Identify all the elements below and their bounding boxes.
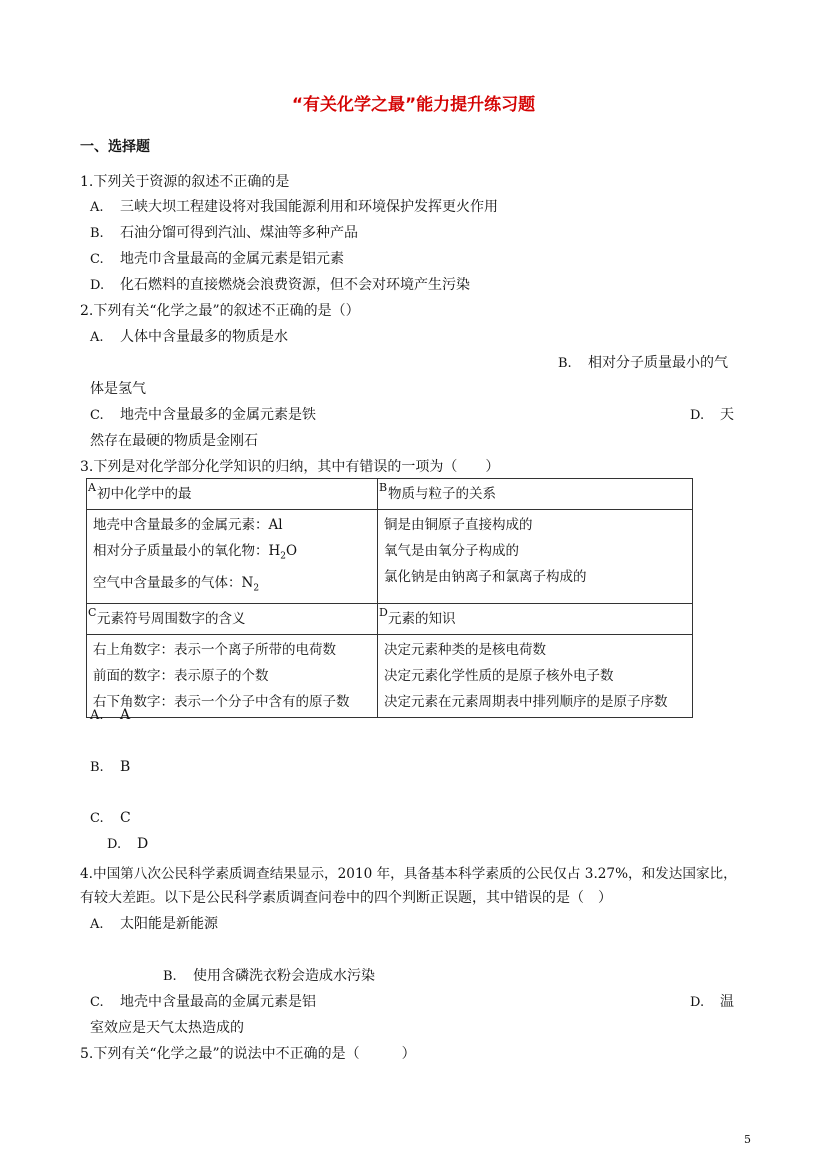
cell-tag: C	[88, 606, 97, 620]
q4-option-c[interactable]	[90, 991, 316, 1011]
q4-option-b[interactable]	[163, 965, 375, 985]
q2-option-d[interactable]	[690, 404, 734, 424]
page-number: 5	[744, 1133, 751, 1146]
cell-line: 决定元素种类的是核电荷数	[384, 642, 546, 659]
option-letter: B.	[558, 356, 572, 371]
q1-option-d[interactable]	[90, 274, 470, 294]
question-4-stem-line2: 有较大差距。以下是公民科学素质调查问卷中的四个判断正误题，其中错误的是（ ）	[80, 890, 612, 906]
table-cell-b-header	[378, 479, 693, 510]
table-cell-a-header	[87, 479, 378, 510]
knowledge-table	[86, 478, 693, 718]
cell-tag: D	[379, 606, 388, 620]
page-title: “有关化学之最”能力提升练习题	[291, 95, 536, 115]
option-text: 人体中含量最多的物质是水	[120, 329, 288, 345]
option-text: 太阳能是新能源	[120, 916, 218, 932]
option-text: D	[137, 836, 149, 852]
q4-option-d-continued: 室效应是天气太热造成的	[90, 1020, 244, 1036]
table-cell-c-header	[87, 604, 378, 635]
option-letter: B.	[90, 226, 104, 241]
option-letter: C.	[90, 252, 104, 267]
option-letter: C.	[90, 408, 104, 423]
cell-line: 铜是由铜原子直接构成的	[384, 517, 533, 533]
cell-line: 右上角数字：表示一个离子所带的电荷数	[93, 642, 336, 659]
option-text: 使用含磷洗衣粉会造成水污染	[193, 968, 375, 984]
q4-option-d[interactable]	[690, 991, 734, 1011]
q4-option-a[interactable]	[90, 913, 218, 933]
cell-tag: A	[88, 481, 96, 494]
cell-line: 决定元素化学性质的是原子核外电子数	[384, 668, 614, 685]
q3-option-a[interactable]	[90, 707, 130, 723]
cell-line: 相对分子质量最小的氧化物：$H_2O$	[93, 543, 298, 562]
cell-line: 决定元素在元素周期表中排列顺序的是原子序数	[384, 694, 668, 711]
cell-heading: 元素符号周围数字的含义	[97, 611, 246, 628]
option-letter: B.	[163, 969, 177, 984]
option-text: 地壳巾含量最高的金属元素是铝元素	[120, 251, 344, 267]
table-cell-d-body	[378, 635, 693, 718]
option-text: B	[120, 759, 131, 775]
q2-option-b-continued: 体是氢气	[90, 381, 146, 397]
q1-option-a[interactable]	[90, 196, 498, 216]
option-text: C	[120, 810, 131, 826]
cell-tag: B	[379, 481, 388, 494]
table-cell-b-body	[378, 510, 693, 604]
option-letter: A.	[90, 917, 104, 932]
table-cell-d-header	[378, 604, 693, 635]
q2-option-b[interactable]	[558, 352, 728, 372]
question-2-stem: 2.下列有关“化学之最”的叙述不正确的是（）	[80, 303, 360, 319]
option-letter: C.	[90, 811, 104, 826]
cell-line: 空气中含量最多的气体：$N_2$	[93, 574, 260, 594]
q1-option-b[interactable]	[90, 222, 358, 242]
cell-heading: 元素的知识	[388, 611, 456, 628]
option-text: 相对分子质量最小的气	[588, 355, 728, 371]
cell-line: 氧气是由氧分子构成的	[384, 543, 519, 559]
option-letter: D.	[690, 408, 705, 423]
q3-option-b[interactable]	[90, 759, 130, 775]
option-text: 化石燃料的直接燃烧会浪费资源，但不会对环境产生污染	[120, 277, 470, 293]
option-letter: D.	[90, 278, 105, 293]
question-3-stem: 3.下列是对化学部分化学知识的归纳，其中有错误的一项为（ ）	[80, 459, 500, 475]
option-letter: B.	[90, 760, 104, 775]
option-letter: D.	[690, 995, 705, 1010]
option-text: 三峡大坝工程建设将对我国能源利用和环境保护发挥更火作用	[120, 199, 498, 215]
option-text: 地壳中含量最高的金属元素是铝	[120, 994, 316, 1010]
option-letter: D.	[107, 837, 122, 852]
option-letter: A.	[90, 330, 104, 345]
question-5-stem: 5.下列有关“化学之最”的说法中不正确的是（ ）	[80, 1046, 416, 1062]
section-heading: 一、选择题	[80, 139, 150, 155]
option-letter: A.	[90, 200, 104, 215]
q3-option-c[interactable]	[90, 810, 131, 826]
cell-line: 前面的数字：表示原子的个数	[93, 668, 269, 685]
option-letter: C.	[90, 995, 104, 1010]
option-text: 温	[720, 994, 734, 1010]
table-cell-c-body	[87, 635, 378, 718]
cell-line: 地壳中含量最多的金属元素：Al	[93, 517, 283, 533]
q1-option-c[interactable]	[90, 248, 344, 268]
option-text: 石油分馏可得到汽汕、煤油等多种产品	[120, 225, 358, 241]
option-text: 天	[720, 407, 734, 423]
q2-option-c[interactable]	[90, 404, 316, 424]
cell-heading: 初中化学中的最	[97, 486, 192, 502]
table-cell-a-body	[87, 510, 378, 604]
option-text: 地壳中含量最多的金属元素是铁	[120, 407, 316, 423]
cell-line: 氯化钠是由钠离子和氯离子构成的	[384, 569, 587, 585]
q2-option-a[interactable]	[90, 326, 288, 346]
option-text: A	[120, 707, 131, 723]
question-4-stem-line1: 4.中国第八次公民科学素质调查结果显示，2010 年，具备基本科学素质的公民仅占 3.27%，和发达国家比，	[80, 866, 737, 882]
q2-option-d-continued: 然存在最硬的物质是金刚石	[90, 433, 258, 449]
q3-option-d[interactable]	[107, 836, 148, 852]
cell-heading: 物质与粒子的关系	[388, 486, 496, 502]
option-letter: A.	[90, 708, 104, 723]
cell-line: 右下角数字：表示一个分子中含有的原子数	[93, 694, 350, 711]
question-1-stem: 1.下列关于资源的叙述不正确的是	[80, 174, 290, 190]
